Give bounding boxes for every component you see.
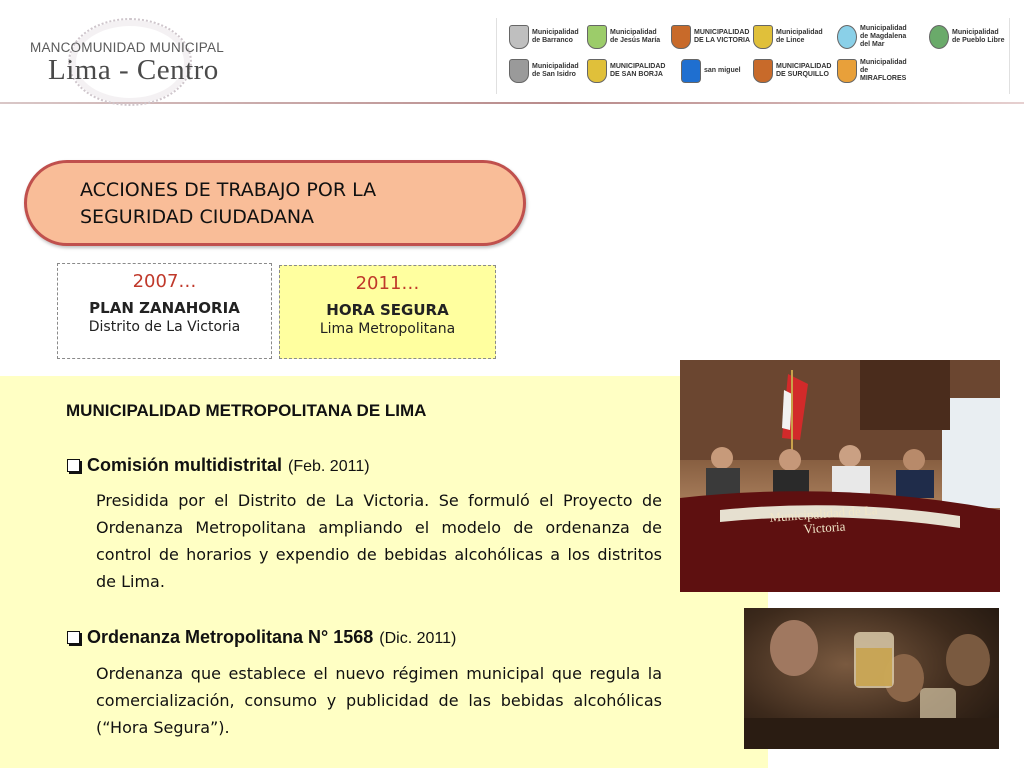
timeline-year: 2011… xyxy=(355,273,420,294)
logo-main-text: Lima - Centro xyxy=(48,54,219,86)
crest-icon xyxy=(681,59,701,83)
timeline-title: HORA SEGURA xyxy=(326,301,449,319)
section-title-line2: SEGURIDAD CIUDADANA xyxy=(80,206,315,228)
checkbox-bullet-icon xyxy=(67,459,80,472)
crest-icon xyxy=(509,59,529,83)
photo-banner-text: Municipalidad de La Victoria xyxy=(768,502,879,537)
section-title-pill xyxy=(24,160,526,246)
timeline-subtitle: Distrito de La Victoria xyxy=(88,319,241,335)
crest-icon xyxy=(837,59,857,83)
timeline-year: 2007… xyxy=(132,271,197,292)
muni-logo-barranco: Municipalidad de Barranco xyxy=(509,24,588,50)
bullet-date: (Dic. 2011) xyxy=(379,630,457,647)
crest-icon xyxy=(587,25,607,49)
muni-logo-jesus-maria: Municipalidad de Jesús María xyxy=(587,24,666,50)
municipality-logos-panel xyxy=(496,18,1010,94)
bullet-item-ordenanza xyxy=(67,627,456,648)
crest-icon xyxy=(753,59,773,83)
bullet-body-ordenanza: Ordenanza que establece el nuevo régimen municipal que regula la comercialización, consumo y publicidad de las bebidas alcohólicas (“Hora Segura”). xyxy=(96,664,662,737)
logo-top-text: MANCOMUNIDAD MUNICIPAL xyxy=(30,40,224,55)
mancomunidad-logo xyxy=(22,10,232,96)
muni-logo-san-isidro: Municipalidad de San Isidro xyxy=(509,58,588,84)
crest-icon xyxy=(509,25,529,49)
bullet-body-comision: Presidida por el Distrito de La Victoria. Se formuló el Proyecto de Ordenanza Metropolitana ampliando el modelo de ordenanza de control de horarios y expendio de bebidas alcohólicas a los distritos de Lima. xyxy=(96,491,662,591)
checkbox-bullet-icon xyxy=(67,631,80,644)
section-title xyxy=(80,177,500,231)
timeline-subtitle: Lima Metropolitana xyxy=(319,321,456,337)
crest-icon xyxy=(837,25,857,49)
crest-icon xyxy=(587,59,607,83)
timeline-box-2011 xyxy=(279,265,496,359)
muni-logo-magdalena: Municipalidad de Magdalena del Mar xyxy=(837,24,916,50)
photo-meeting-illustration xyxy=(680,360,1000,592)
section-title-line1: ACCIONES DE TRABAJO POR LA xyxy=(80,179,377,201)
muni-logo-pueblo-libre: Municipalidad de Pueblo Libre xyxy=(929,24,1008,50)
timeline-box-2007 xyxy=(57,263,272,359)
muni-logo-lince: Municipalidad de Lince xyxy=(753,24,832,50)
muni-logo-san-miguel: san miguel xyxy=(681,58,760,84)
muni-logo-la-victoria: MUNICIPALIDAD DE LA VICTORIA xyxy=(671,24,750,50)
crest-icon xyxy=(753,25,773,49)
content-heading: MUNICIPALIDAD METROPOLITANA DE LIMA xyxy=(66,401,427,420)
photo-meeting-table xyxy=(680,360,1000,592)
bullet-item-comision xyxy=(67,455,370,476)
bullet-title: Ordenanza Metropolitana N° 1568 xyxy=(87,627,374,647)
muni-logo-surquillo: MUNICIPALIDAD DE SURQUILLO xyxy=(753,58,832,84)
photo-people-toasting xyxy=(744,608,999,749)
photo-toast-illustration xyxy=(744,608,999,749)
bullet-date: (Feb. 2011) xyxy=(288,458,370,475)
crest-icon xyxy=(671,25,691,49)
muni-logo-miraflores: Municipalidad de MIRAFLORES xyxy=(837,58,916,84)
muni-logo-san-borja: MUNICIPALIDAD DE SAN BORJA xyxy=(587,58,666,84)
timeline-title: PLAN ZANAHORIA xyxy=(89,299,240,317)
crest-icon xyxy=(929,25,949,49)
bullet-title: Comisión multidistrital xyxy=(87,455,283,475)
